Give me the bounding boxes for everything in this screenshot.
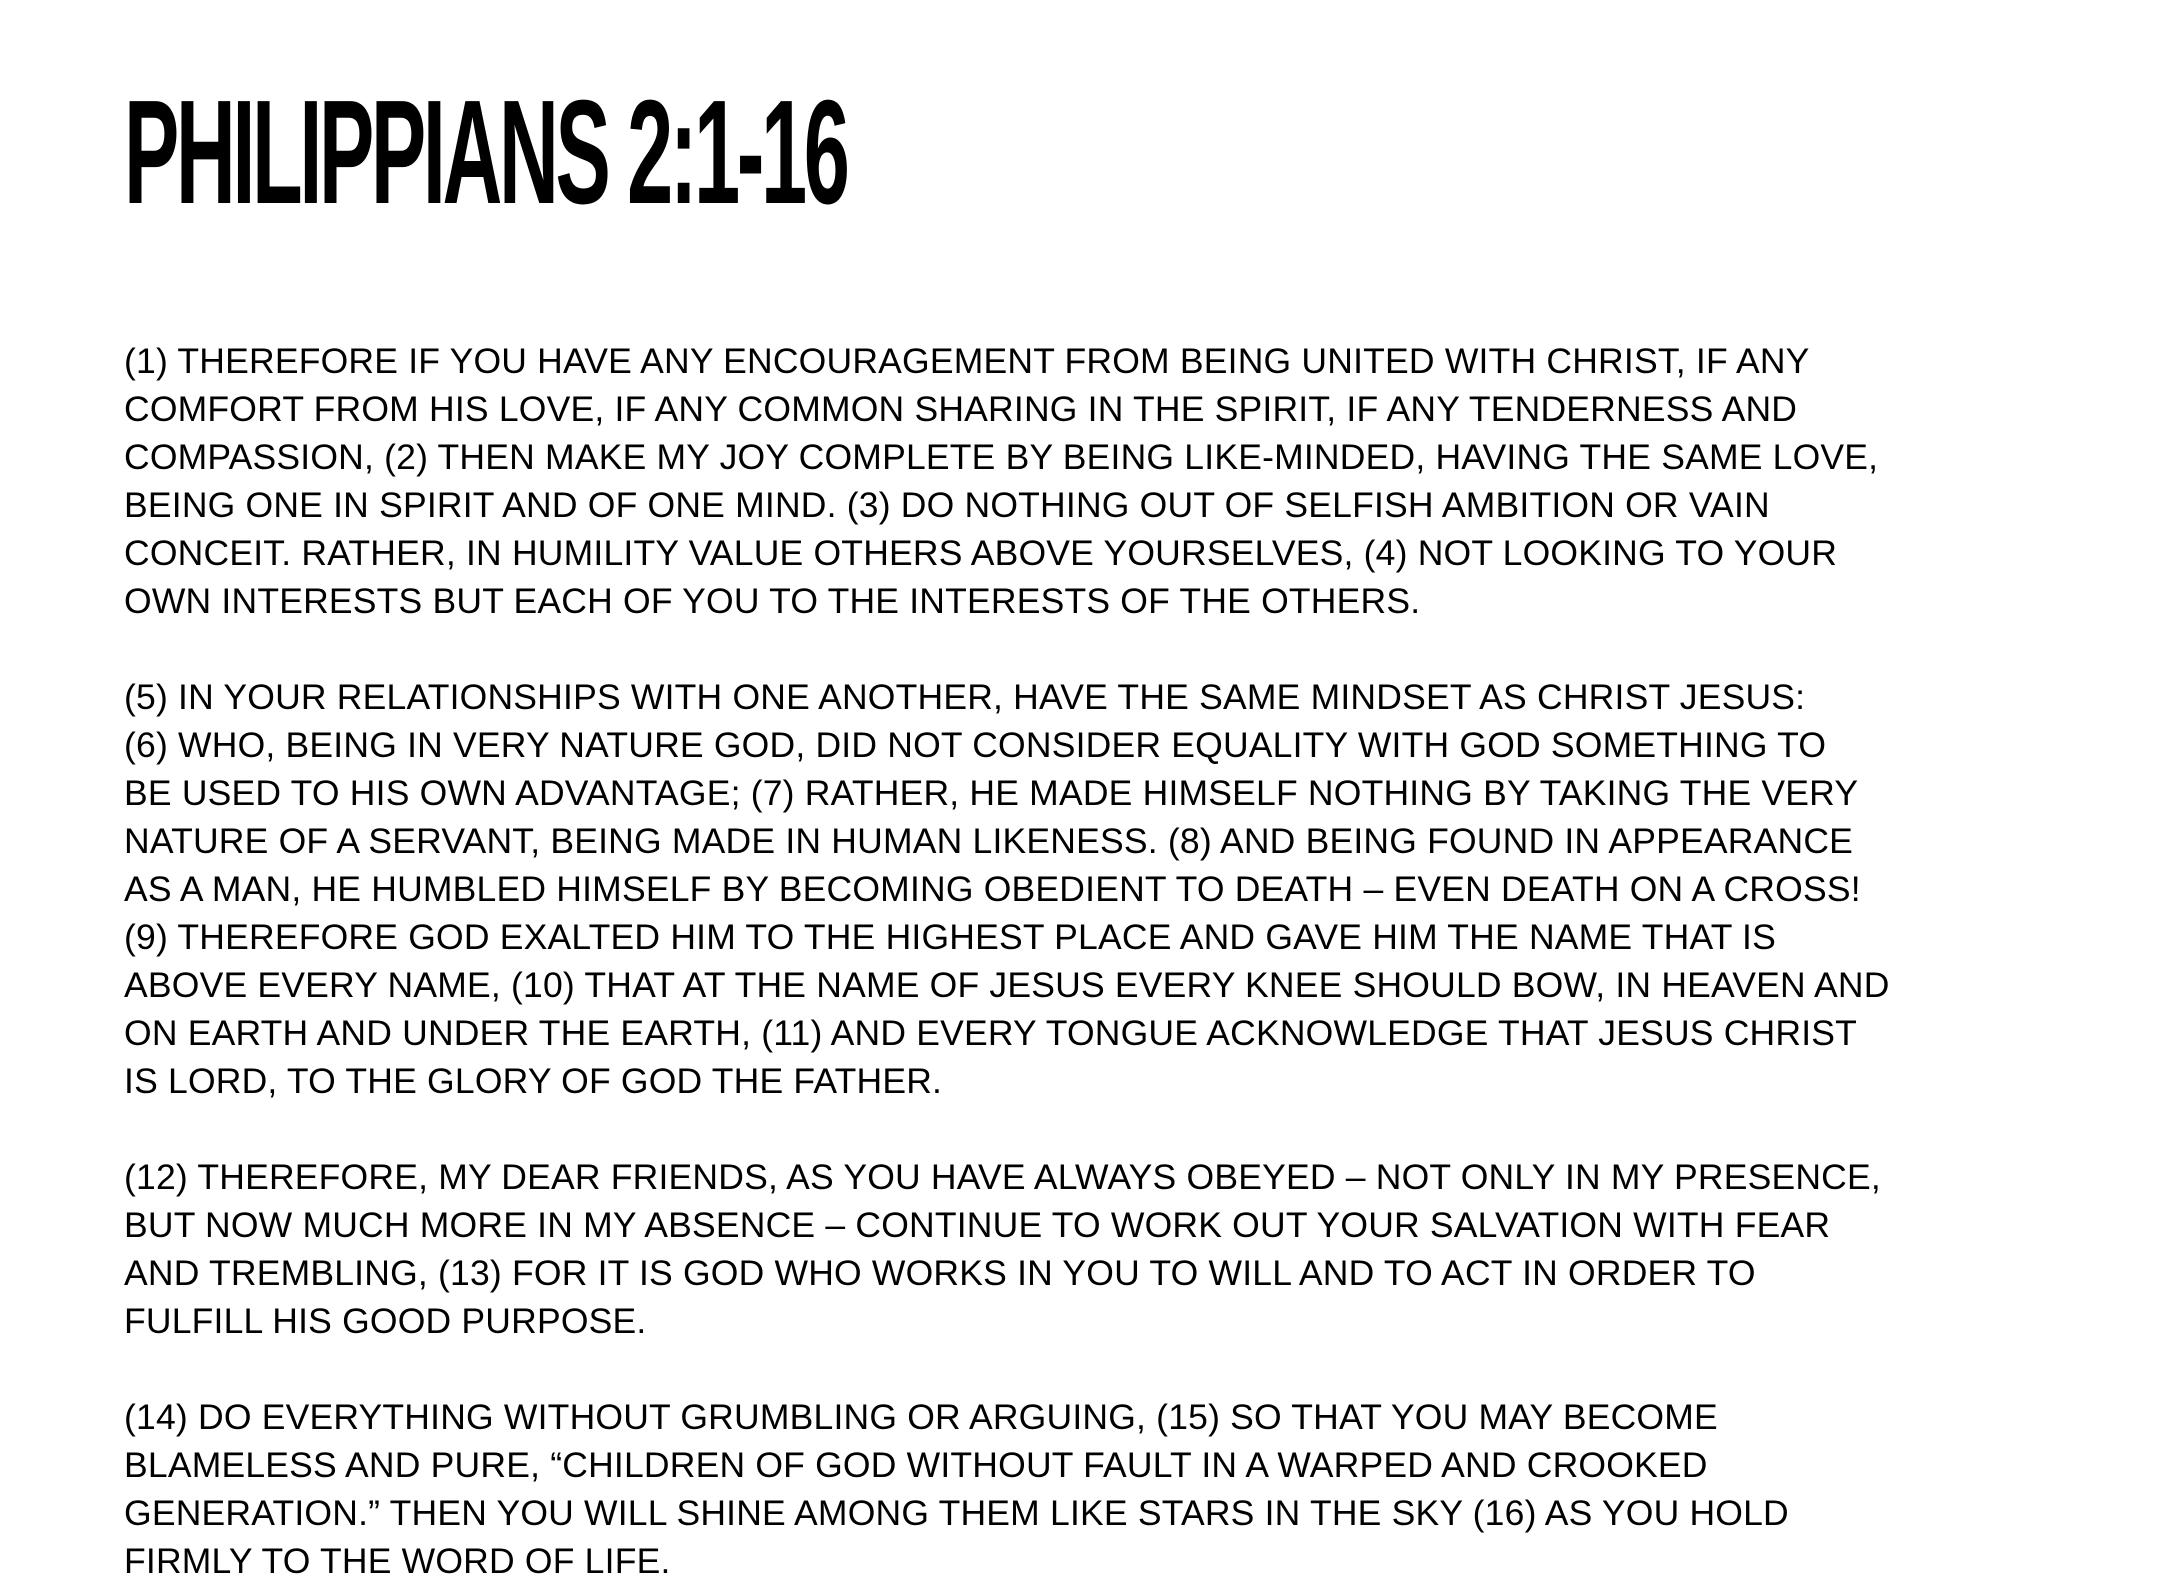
scripture-page (124, 70, 2124, 1585)
scripture-passage (124, 337, 2124, 1585)
passage-paragraph-1: (1) THEREFORE IF YOU HAVE ANY ENCOURAGEMENT FROM BEING UNITED WITH CHRIST, IF ANY COMFORT FROM HIS LOVE, IF ANY COMMON SHARING IN THE SPIRIT, IF ANY TENDERNESS AND COMPASSION, (2) THEN MAKE MY JOY COMPLETE BY BEING LIKE-MINDED, HAVING THE SAME LOVE, BEING ONE IN SPIRIT AND OF ONE MIND. (3) DO NOTHING OUT OF SELFISH AMBITION OR VAIN CONCEIT. RATHER, IN HUMILITY VALUE OTHERS ABOVE YOURSELVES, (4) NOT LOOKING TO YOUR OWN INTERESTS BUT EACH OF YOU TO THE INTERESTS OF THE OTHERS. (124, 341, 1879, 621)
page-title: PHILIPPIANS 2:1-16 (124, 70, 847, 235)
passage-paragraph-4: (14) DO EVERYTHING WITHOUT GRUMBLING OR ARGUING, (15) SO THAT YOU MAY BECOME BLAMELESS AND PURE, “CHILDREN OF GOD WITHOUT FAULT IN A WARPED AND CROOKED GENERATION.” THEN YOU WILL SHINE AMONG THEM LIKE STARS IN THE SKY (16) AS YOU HOLD FIRMLY TO THE WORD OF LIFE. (124, 1397, 1789, 1581)
passage-paragraph-3: (12) THEREFORE, MY DEAR FRIENDS, AS YOU HAVE ALWAYS OBEYED – NOT ONLY IN MY PRESENCE, BUT NOW MUCH MORE IN MY ABSENCE – CONTINUE TO WORK OUT YOUR SALVATION WITH FEAR AND TREMBLING, (13) FOR IT IS GOD WHO WORKS IN YOU TO WILL AND TO ACT IN ORDER TO FULFILL HIS GOOD PURPOSE. (124, 1157, 1881, 1341)
passage-paragraph-2: (5) IN YOUR RELATIONSHIPS WITH ONE ANOTHER, HAVE THE SAME MINDSET AS CHRIST JESUS: (6) WHO, BEING IN VERY NATURE GOD, DID NOT CONSIDER EQUALITY WITH GOD SOMETHING TO BE USED TO HIS OWN ADVANTAGE; (7) RATHER, HE MADE HIMSELF NOTHING BY TAKING THE VERY NATURE OF A SERVANT, BEING MADE IN HUMAN LIKENESS. (8) AND BEING FOUND IN APPEARANCE AS A MAN, HE HUMBLED HIMSELF BY BECOMING OBEDIENT TO DEATH – EVEN DEATH ON A CROSS! (9) THEREFORE GOD EXALTED HIM TO THE HIGHEST PLACE AND GAVE HIM THE NAME THAT IS ABOVE EVERY NAME, (10) THAT AT THE NAME OF JESUS EVERY KNEE SHOULD BOW, IN HEAVEN AND ON EARTH AND UNDER THE EARTH, (11) AND EVERY TONGUE ACKNOWLEDGE THAT JESUS CHRIST IS LORD, TO THE GLORY OF GOD THE FATHER. (124, 677, 1890, 1101)
